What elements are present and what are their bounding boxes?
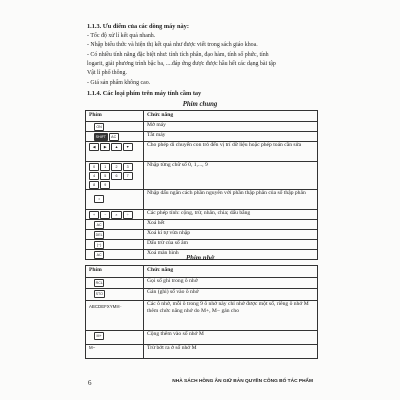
divide-key-icon: ÷ [123, 211, 133, 219]
digit-key-icon: 6 [111, 172, 121, 180]
up-arrow-key-icon: ▲ [111, 143, 121, 151]
digit-key-icon: 3 [123, 163, 133, 171]
column-header-function: Chức năng [144, 111, 318, 122]
table-row [86, 289, 318, 301]
table-row [86, 220, 318, 230]
function-cell: Xoá hết [144, 220, 318, 230]
ac-key-icon: AC [94, 251, 104, 259]
column-header-key: Phím [86, 266, 144, 278]
function-cell: Gán (ghi) số vào ô nhớ [144, 289, 318, 301]
negative-key-icon: (−) [94, 241, 104, 249]
ac-key-icon: AC [109, 133, 119, 141]
table-header-row [86, 266, 318, 278]
memory-variables-label: ABCDEFXYM [89, 304, 117, 309]
key-cell [86, 142, 144, 162]
key-cell [86, 345, 144, 359]
plus-key-icon: + [89, 211, 99, 219]
text-line: - Tốc độ xử lí kết quả nhanh. [87, 33, 156, 39]
function-cell: Gọi số ghi trong ô nhớ [144, 278, 318, 289]
text-line: Vật lí phổ thông. [87, 70, 127, 76]
key-cell [86, 331, 144, 345]
function-cell: Nhập từng chữ số 0, 1,..., 9 [144, 162, 318, 190]
table-row [86, 162, 318, 190]
key-cell [86, 162, 144, 190]
digit-key-icon: 1 [100, 163, 110, 171]
function-cell: Xoá màn hình [144, 250, 318, 260]
m-minus-label: M− [89, 345, 96, 350]
key-cell [86, 240, 144, 250]
digit-key-icon: 5 [100, 172, 110, 180]
multiply-key-icon: × [111, 211, 121, 219]
digit-key-icon: 8 [89, 181, 99, 189]
page-number: 6 [88, 379, 92, 387]
text-line: - Có nhiều tính năng đặc biệt như: tính tích phân, đạo hàm, tính số phức, tính [87, 52, 269, 58]
key-cell [86, 301, 144, 331]
right-arrow-key-icon: ▶ [100, 143, 110, 151]
function-cell: Cho phép di chuyển con trỏ đến vị trí dữ liệu hoặc phép toán cần sửa [144, 142, 318, 162]
function-cell: Mở máy [144, 122, 318, 132]
function-cell: Tắt máy [144, 132, 318, 142]
column-header-key: Phím [86, 111, 144, 122]
function-cell: Trừ bớt ra ở số nhớ M [144, 345, 318, 359]
key-cell [86, 122, 144, 132]
table-row [86, 345, 318, 359]
left-arrow-key-icon: ◀ [89, 143, 99, 151]
digit-key-icon: 4 [89, 172, 99, 180]
function-cell: Cộng thêm vào số nhớ M [144, 331, 318, 345]
key-cell [86, 132, 144, 142]
key-cell [86, 190, 144, 210]
function-cell: Dấu trừ của số âm [144, 240, 318, 250]
down-arrow-key-icon: ▼ [123, 143, 133, 151]
key-cell [86, 220, 144, 230]
table-row [86, 230, 318, 240]
del-key-icon: DEL [95, 233, 103, 237]
function-cell: Các phép tính: cộng, trừ, nhân, chia; dấu bằng [144, 210, 318, 220]
table-row [86, 122, 318, 132]
table-row [86, 240, 318, 250]
table-title: Phím chung [182, 101, 218, 108]
key-cell [86, 278, 144, 289]
digit-key-icon: 7 [123, 172, 133, 180]
key-cell [86, 210, 144, 220]
sto-key-icon: STO [95, 292, 103, 296]
table-row [86, 210, 318, 220]
publisher-notice: NHÀ SÁCH HỒNG ÂN GIỮ BẢN QUYỀN CÔNG BỐ TÁC PHẨM [172, 379, 313, 384]
table-row [86, 278, 318, 289]
text-line: logarit, giải phương trình bậc ba, ....đáp ứng được được hầu hết các dạng bài tập [87, 61, 276, 67]
table-row [86, 190, 318, 210]
function-cell: Xoá kí tự vừa nhập [144, 230, 318, 240]
memory-keys-table [85, 265, 318, 359]
decimal-point-key-icon: • [94, 195, 104, 203]
text-line: - Giá sản phẩm không cao. [87, 80, 151, 86]
function-cell: Các ô nhớ, mỗi ô trong 9 ô nhớ này chỉ nhớ được một số, riêng ô nhớ M thêm chức năng nhớ do M+, M− gán cho [144, 301, 318, 331]
rcl-key-icon: RCL [95, 281, 103, 285]
table-header-row [86, 111, 318, 122]
key-cell [86, 289, 144, 301]
table-row [86, 301, 318, 331]
key-cell [86, 230, 144, 240]
function-cell: Nhập dấu ngăn cách phần nguyên với phần thập phân của số thập phân [144, 190, 318, 210]
table-title: Phím nhớ [185, 255, 214, 262]
common-keys-table [85, 110, 318, 260]
table-row [86, 132, 318, 142]
column-header-function: Chức năng [144, 266, 318, 278]
digit-key-icon: 9 [100, 181, 110, 189]
minus-key-icon: − [100, 211, 110, 219]
digit-key-icon: 2 [111, 163, 121, 171]
text-line: - Nhập biểu thức và hiện thị kết quả như được viết trong sách giáo khoa. [87, 42, 258, 48]
section-heading: 1.1.3. Ưu điểm của các dòng máy này: [87, 23, 189, 30]
m-plus-key-icon: M+ [94, 332, 104, 340]
table-row [86, 142, 318, 162]
m-minus-label: M− [116, 305, 122, 309]
digit-key-icon: 0 [89, 163, 99, 171]
ac-key-icon: AC [94, 221, 104, 229]
shift-key-icon: SHIFT [95, 135, 106, 139]
section-heading: 1.1.4. Các loại phím trên máy tính cầm tay [87, 90, 202, 97]
on-key-icon: ON [94, 123, 104, 131]
table-row [86, 331, 318, 345]
